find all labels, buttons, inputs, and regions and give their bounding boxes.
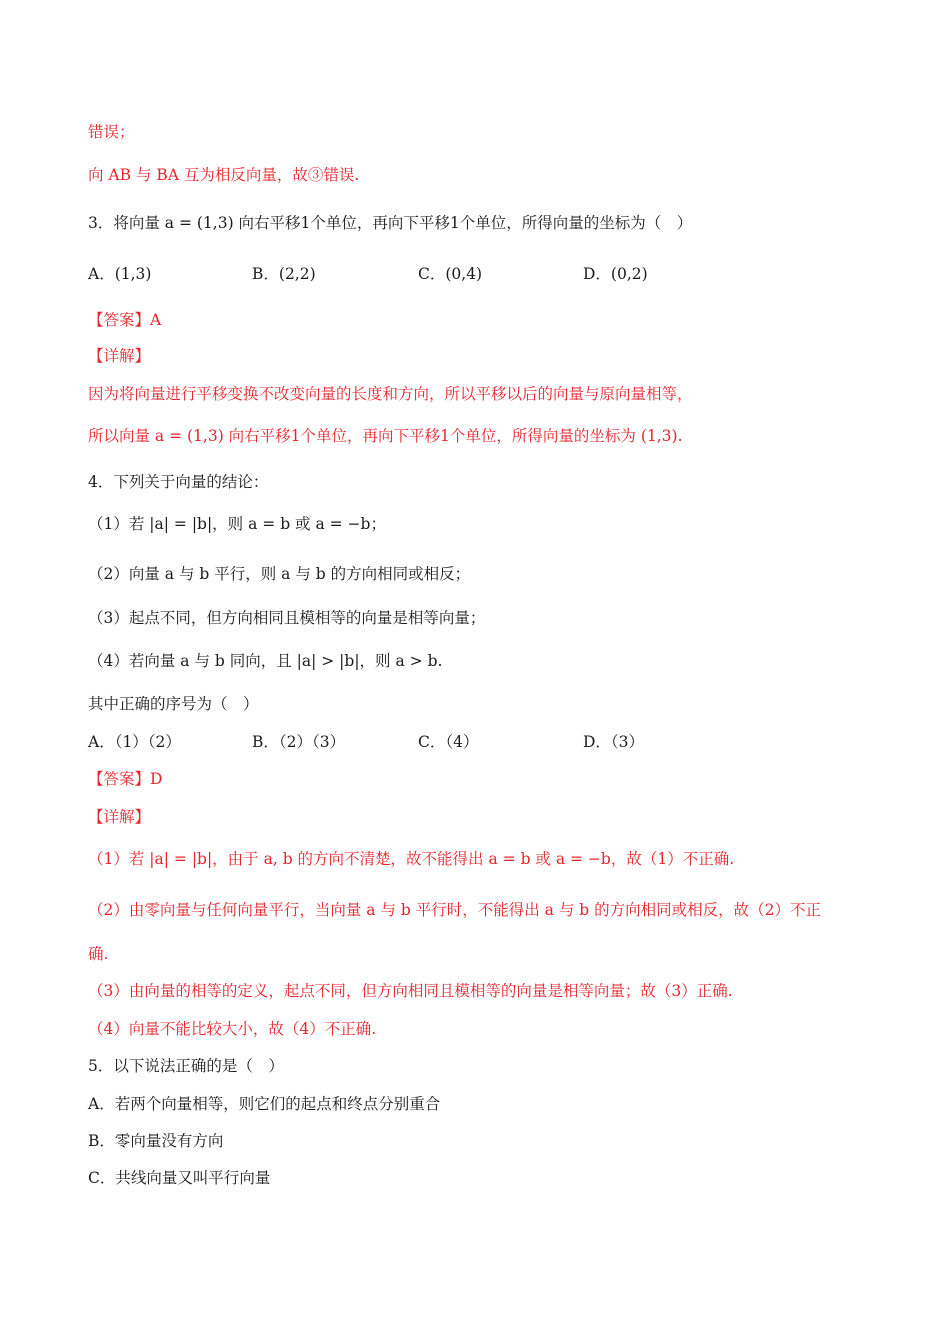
q3-answer: 【答案】A: [88, 311, 162, 329]
q4-option-a: A．（1）（2）: [88, 733, 181, 751]
q5-option-c: C．共线向量又叫平行向量: [88, 1169, 271, 1187]
q3-option-c: C．(0,4): [418, 265, 483, 283]
q4-stem: 4．下列关于向量的结论：: [88, 473, 269, 491]
q4-option-b: B．（2）（3）: [252, 733, 346, 751]
q4-statement-2: （2）向量 a 与 b 平行，则 a 与 b 的方向相同或相反；: [88, 565, 471, 583]
q5-option-a: A．若两个向量相等，则它们的起点和终点分别重合: [88, 1095, 441, 1113]
q4-answer: 【答案】D: [88, 770, 163, 788]
error-label: 错误；: [88, 123, 135, 141]
q5-option-b: B．零向量没有方向: [88, 1132, 224, 1150]
q4-detail-3: （3）由向量的相等的定义，起点不同，但方向相同且模相等的向量是相等向量；故（3）正确.: [88, 982, 733, 1000]
q3-option-b: B．(2,2): [252, 265, 316, 283]
error-explanation: 向 AB 与 BA 互为相反向量，故③错误.: [88, 166, 360, 184]
q4-detail-1: （1）若 |a| = |b|，由于 a, b 的方向不清楚，故不能得出 a = b 或 a = −b，故（1）不正确.: [88, 850, 735, 868]
q4-statement-1: （1）若 |a| = |b|，则 a = b 或 a = −b；: [88, 515, 386, 533]
q4-statement-3: （3）起点不同，但方向相同且模相等的向量是相等向量；: [88, 609, 486, 627]
q5-stem: 5．以下说法正确的是（ ）: [88, 1057, 284, 1075]
q3-option-d: D．(0,2): [583, 265, 648, 283]
q4-option-c: C．（4）: [418, 733, 479, 751]
q4-detail-heading: 【详解】: [88, 808, 151, 826]
q4-option-d: D．（3）: [583, 733, 645, 751]
q4-question: 其中正确的序号为（ ）: [88, 695, 259, 713]
q4-detail-2b: 确.: [88, 945, 109, 963]
q3-detail-line2: 所以向量 a = (1,3) 向右平移1个单位，再向下平移1个单位，所得向量的坐标为 (1,3).: [88, 427, 683, 445]
q4-statement-4: （4）若向量 a 与 b 同向，且 |a| > |b|，则 a > b.: [88, 652, 443, 670]
q3-option-a: A．(1,3): [88, 265, 152, 283]
q4-detail-2a: （2）由零向量与任何向量平行，当向量 a 与 b 平行时，不能得出 a 与 b 的方向相同或相反，故（2）不正: [88, 901, 821, 919]
q3-stem: 3．将向量 a = (1,3) 向右平移1个单位，再向下平移1个单位，所得向量的坐标为（ ）: [88, 214, 693, 232]
q4-detail-4: （4）向量不能比较大小，故（4）不正确.: [88, 1020, 377, 1038]
q3-detail-line1: 因为将向量进行平移变换不改变向量的长度和方向，所以平移以后的向量与原向量相等，: [88, 385, 693, 403]
q3-detail-heading: 【详解】: [88, 347, 151, 365]
